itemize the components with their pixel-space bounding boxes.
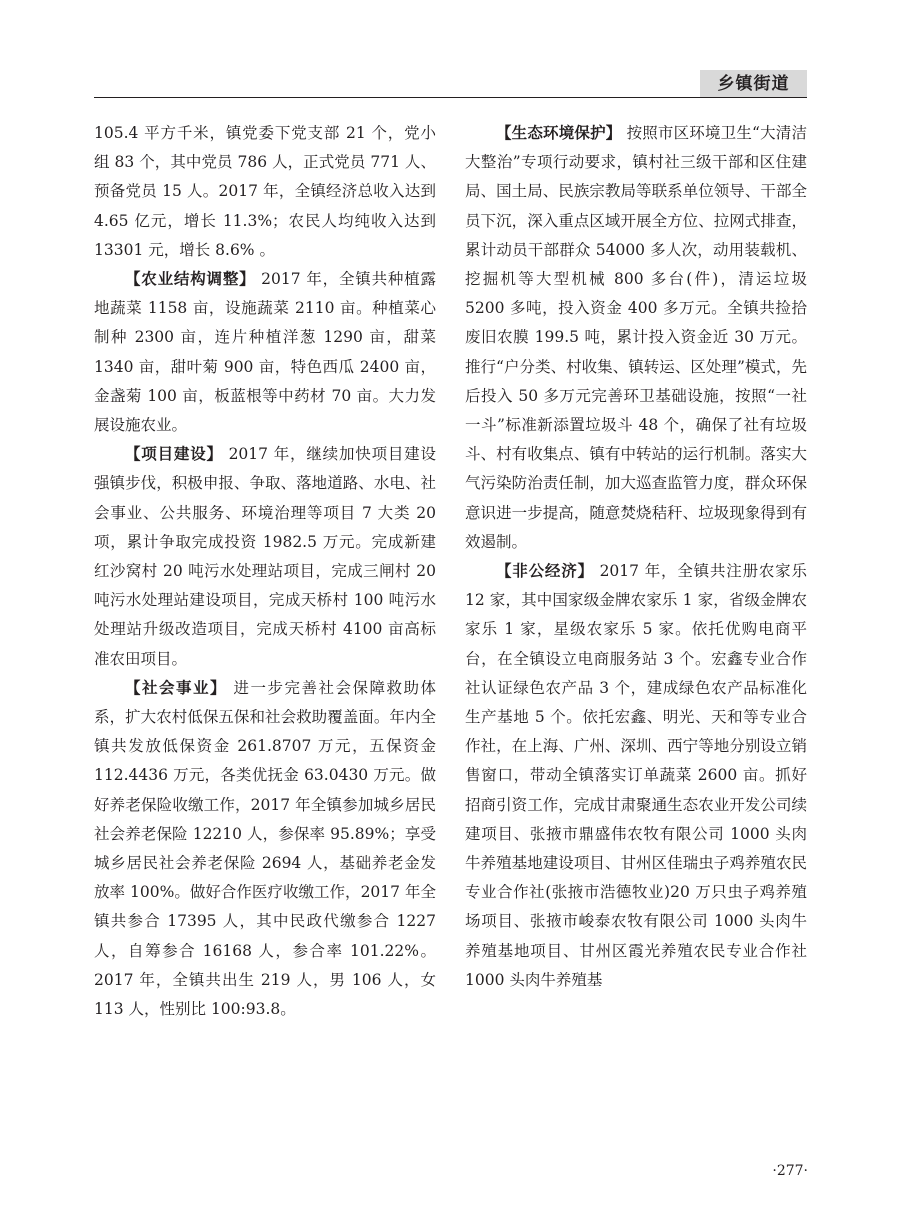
section-body: 2017 年，全镇共注册农家乐 12 家，其中国家级金牌农家乐 1 家，省级金牌农家乐 1 家，星级农家乐 5 家。依托优购电商平台，在全镇设立电商服务站 3 个。宏鑫专业合作社认证绿色农产品 3 个，建成绿色农产品标准化生产基地 5 个。依托宏鑫、明光、天和等专业合作社，在上海、广州、深圳、西宁等地分别设立销售窗口，带动全镇落实订单蔬菜 2600 亩。抓好招商引资工作，完成甘肃聚通生态农业开发公司续建项目、张掖市鼎盛伟农牧有限公司 1000 头肉牛养殖基地建设项目、甘州区佳瑞虫子鸡养殖农民专业合作社(张掖市浩德牧业)20 万只虫子鸡养殖场项目、张掖市峻泰农牧有限公司 1000 头肉牛养殖基地项目、甘州区霞光养殖农民专业合作社 1000 头肉牛养殖基 xyxy=(465,562,807,989)
section-heading: 【非公经济】 xyxy=(496,562,594,581)
right-column xyxy=(465,119,807,995)
section-ecology xyxy=(465,119,807,557)
intro-paragraph: 105.4 平方千米，镇党委下党支部 21 个，党小组 83 个，其中党员 786 人，正式党员 771 人、预备党员 15 人。2017 年，全镇经济总收入达到 4.65 亿元，增长 11.3%；农民人均纯收入达到 13301 元，增长 8.6% 。 xyxy=(94,124,436,259)
section-projects xyxy=(94,440,436,674)
header-divider xyxy=(94,97,807,98)
section-private-economy xyxy=(465,557,807,995)
left-column xyxy=(94,119,436,1024)
page-number: ·277· xyxy=(772,1163,808,1179)
section-agriculture xyxy=(94,265,436,440)
section-heading: 【项目建设】 xyxy=(125,445,223,464)
section-body: 2017 年，全镇共种植露地蔬菜 1158 亩，设施蔬菜 2110 亩。种植菜心制种 2300 亩，连片种植洋葱 1290 亩，甜菜 1340 亩，甜叶菊 900 亩，特色西瓜 2400 亩，金盏菊 100 亩，板蓝根等中药材 70 亩。大力发展设施农业。 xyxy=(94,270,436,435)
section-body: 进一步完善社会保障救助体系，扩大农村低保五保和社会救助覆盖面。年内全镇共发放低保资金 261.8707 万元，五保资金 112.4436 万元，各类优抚金 63.0430 万元。做好养老保险收缴工作，2017 年全镇参加城乡居民社会养老保险 12210 人，参保率 95.89%；享受城乡居民社会养老保险 2694 人，基础养老金发放率 100%。做好合作医疗收缴工作，2017 年全镇共参合 17395 人，其中民政代缴参合 1227 人，自筹参合 16168 人，参合率 101.22%。2017 年，全镇共出生 219 人，男 106 人，女 113 人，性别比 100:93.8。 xyxy=(94,678,436,1019)
section-title-tab: 乡镇街道 xyxy=(700,70,807,98)
section-heading: 【社会事业】 xyxy=(125,678,228,697)
section-social xyxy=(94,674,436,1024)
section-heading: 【农业结构调整】 xyxy=(125,270,256,289)
section-body: 按照市区环境卫生“大清洁大整治”专项行动要求，镇村社三级干部和区住建局、国土局、民族宗教局等联系单位领导、干部全员下沉，深入重点区域开展全方位、拉网式排查，累计动员干部群众 54000 多人次，动用装载机、挖掘机等大型机械 800 多台(件)，清运垃圾 5200 多吨，投入资金 400 多万元。全镇共捡拾废旧农膜 199.5 吨，累计投入资金近 30 万元。推行“户分类、村收集、镇转运、区处理”模式，先后投入 50 多万元完善环卫基础设施，按照“一社一斗”标准新添置垃圾斗 48 个，确保了社有垃圾斗、村有收集点、镇有中转站的运行机制。落实大气污染防治责任制，加大巡查监管力度，群众环保意识进一步提高，随意焚烧秸秆、垃圾现象得到有效遏制。 xyxy=(465,124,807,551)
section-body: 2017 年，继续加快项目建设强镇步伐，积极申报、争取、落地道路、水电、社会事业、公共服务、环境治理等项目 7 大类 20 项，累计争取完成投资 1982.5 万元。完成新建红沙窝村 20 吨污水处理站项目，完成三闸村 20 吨污水处理站建设项目，完成天桥村 100 吨污水处理站升级改造项目，完成天桥村 4100 亩高标准农田项目。 xyxy=(94,445,436,668)
section-heading: 【生态环境保护】 xyxy=(496,124,622,142)
